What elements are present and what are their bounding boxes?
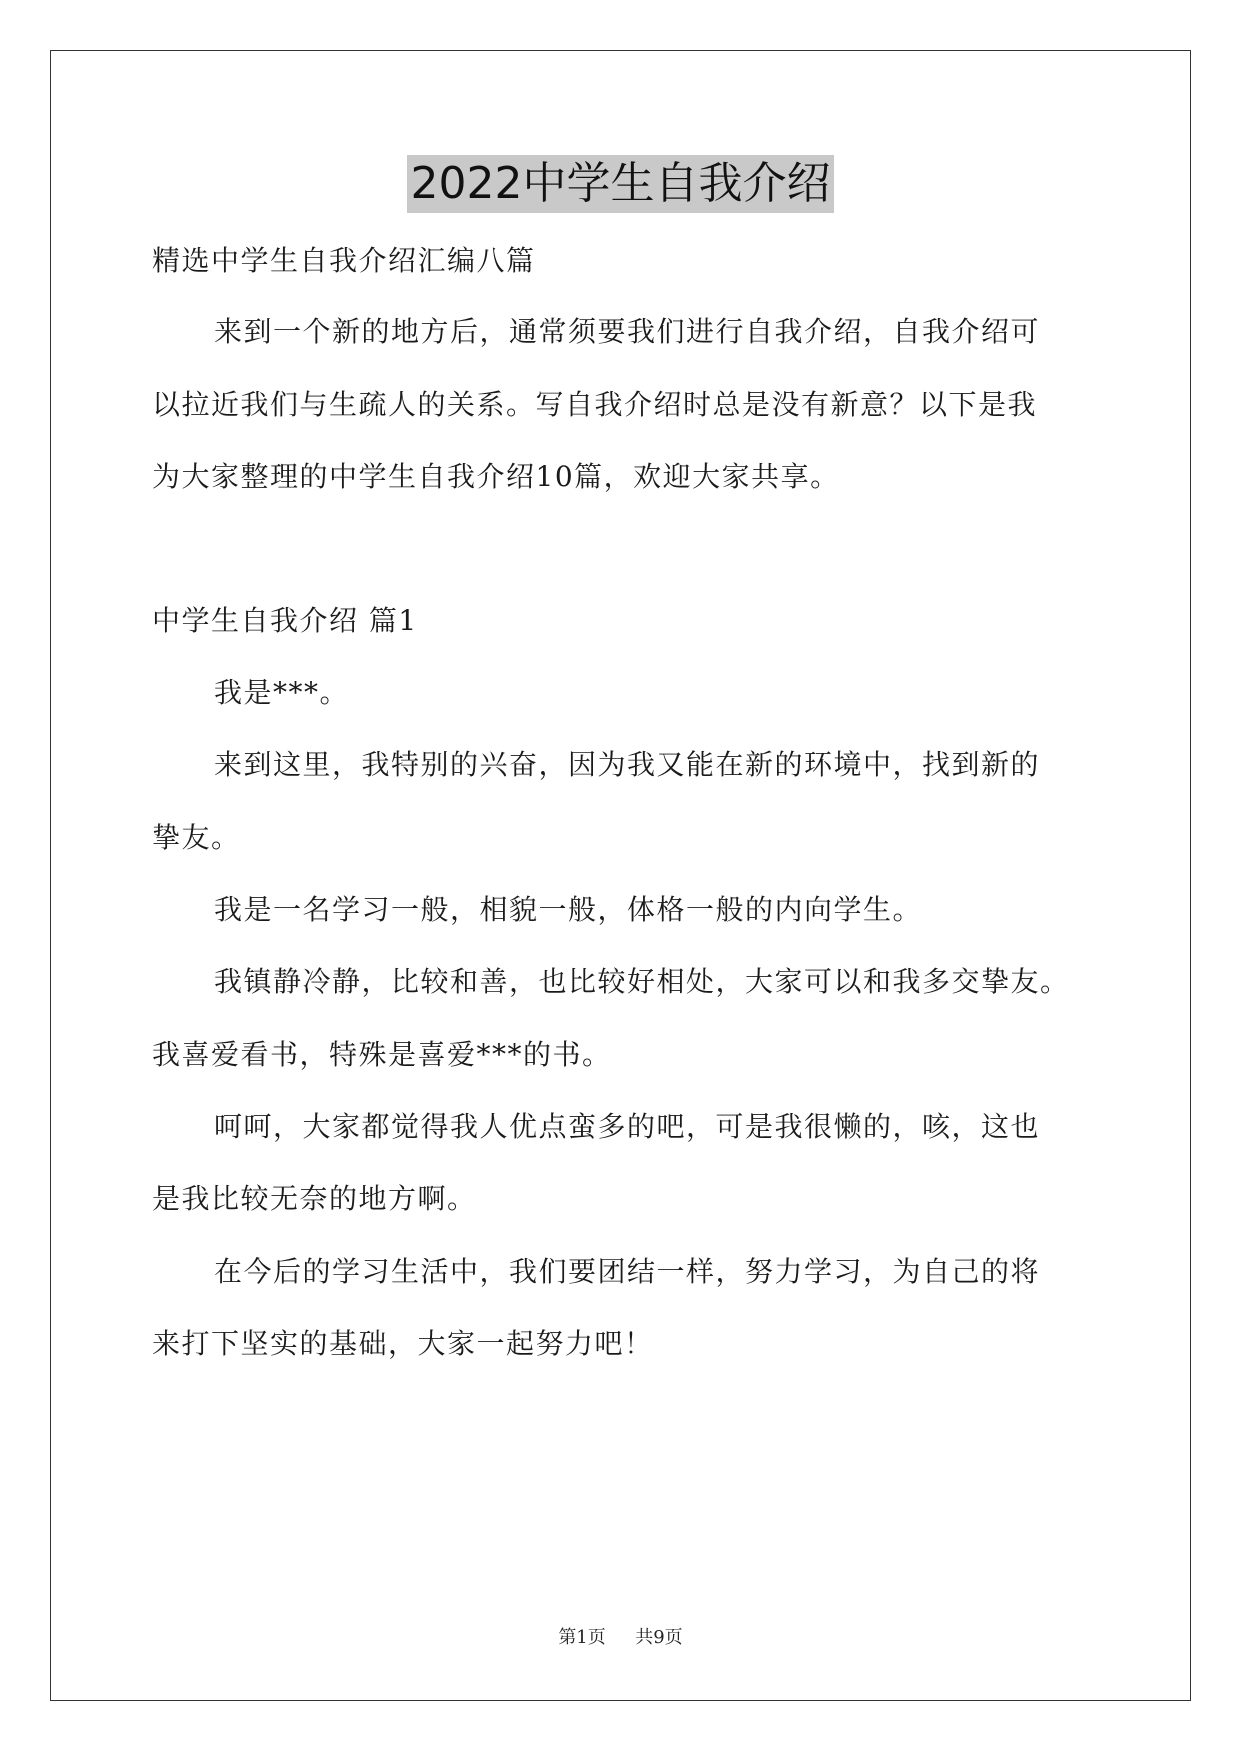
body-line: 呵呵，大家都觉得我人优点蛮多的吧，可是我很懒的，咳，这也 (214, 1110, 1041, 1143)
title-wrap (0, 155, 1241, 213)
body-line: 来到这里，我特别的兴奋，因为我又能在新的环境中，找到新的 (214, 748, 1041, 781)
body-line: 来打下坚实的基础，大家一起努力吧！ (152, 1327, 654, 1360)
body-line: 在今后的学习生活中，我们要团结一样，努力学习，为自己的将 (214, 1255, 1041, 1288)
body-line: 是我比较无奈的地方啊。 (152, 1182, 477, 1215)
page-total: 共9页 (635, 1627, 683, 1648)
body-line: 我镇静冷静，比较和善，也比较好相处，大家可以和我多交挚友。 (214, 965, 1070, 998)
page-footer (0, 1626, 1241, 1650)
section-heading: 中学生自我介绍 篇1 (152, 604, 418, 637)
intro-line: 以拉近我们与生疏人的关系。写自我介绍时总是没有新意？以下是我 (152, 388, 1038, 421)
page-frame (50, 50, 1191, 1701)
page-number: 第1页 (558, 1627, 606, 1648)
document-title: 2022中学生自我介绍 (407, 155, 835, 213)
body-line: 挚友。 (152, 821, 241, 854)
body-line: 我喜爱看书，特殊是喜爱***的书。 (152, 1038, 612, 1071)
document-subtitle: 精选中学生自我介绍汇编八篇 (152, 244, 536, 277)
intro-line: 来到一个新的地方后，通常须要我们进行自我介绍，自我介绍可 (214, 315, 1041, 348)
body-line: 我是一名学习一般，相貌一般，体格一般的内向学生。 (214, 893, 923, 926)
body-line: 我是***。 (214, 676, 350, 709)
intro-line: 为大家整理的中学生自我介绍10篇，欢迎大家共享。 (152, 460, 840, 493)
